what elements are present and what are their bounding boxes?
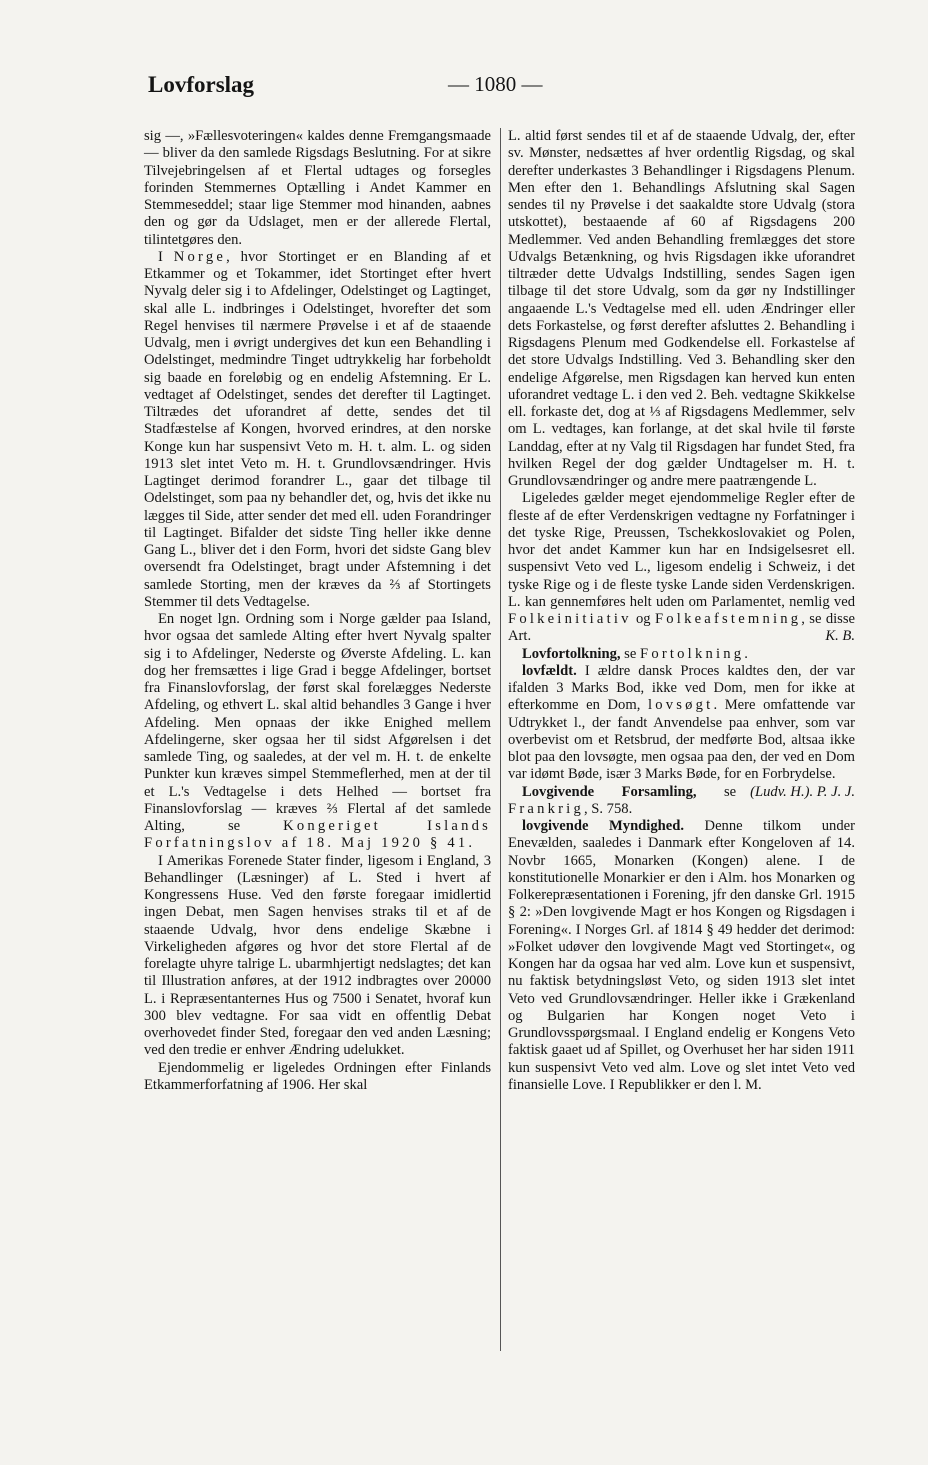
cross-reference: Frankrig (508, 800, 584, 817)
paragraph (144, 128, 491, 249)
entry-lovfortolkning (508, 646, 855, 663)
left-column (144, 128, 491, 1094)
headword: lovfældt. (522, 662, 577, 679)
text: . Mere omfattende var Udtrykket l., der fandt Anvendelse paa enhver, som var overbevist om et Retsbrud, der medførte Bod, altsaa ikke blot paa den lovsøgte, men ogsaa paa den, der ved en Dom var idømt Bøde, især 3 Marks Bøde, for en Forbrydelse. (508, 697, 855, 783)
running-title: Lovforslag (148, 72, 255, 97)
text: Denne tilkom under Enevælden, saaledes i Danmark efter Kongeloven af 14. Novbr 1665, Monarken (Kongen) alene. I de konstitutionelle Monarkier er den i Alm. hos Monarken og Folkerepræsentationen i Forening, jfr den danske Grl. 1915 § 2: »Den lovgivende Magt er hos Kongen og Rigsdagen i Forening«. I Norges Grl. af 1814 § 49 hedder det derimod: »Folket udøver den lovgivende Magt ved Stortinget«, og Kongen har da ogsaa har ved alm. Love kun et suspensivt, nu faktisk betydningsløst Veto, og siden 1913 slet intet Veto ved Grundlovsændringer. Heller ikke i Grækenland og Bulgarien har Kongen noget Veto i Grundlovsspørgsmaal. I England endelig er Kongens Veto faktisk gaaet ud af Spillet, og Overhuset her har siden 1911 kun suspensivt Veto ved alm. Love og slet intet Veto ved finansielle Love. I Republikker er den l. M. (508, 818, 855, 1093)
spaced-term: Norge (173, 248, 227, 265)
paragraph (508, 128, 855, 490)
text: , hvor Stortinget er en Blanding af et Etkammer og et Tokammer, idet Stortinget efter hvert Nyvalg deler sig i to Afdelinger, Odelstinget og Lagtinget, skal alle L. indbringes i Odelstinget, hvorefter det som Regel henvises til nærmere Prøvelse i et af de staaende Udvalg, men i øvrigt undergives det kun een Behandling i Odelstinget, medmindre Tinget udtrykkelig har forbeholdt sig baade en foreløbig og en endelig Afstemning. Er L. vedtaget af Odelstinget, sendes det derefter til Lagtinget. Tiltrædes det uforandret af dette, sendes det til Stadfæstelse af Kongen, hvorved erindres, at den norske Konge kun har suspensivt Veto m. H. t. alm. L. og siden 1913 slet intet Veto m. H. t. Grundlovsændringer. Hvis Lagtinget derimod forandrer L., gaar det tilbage til Odelstinget, som paa ny behandler det, og, hvis det ikke nu lægges til Side, atter sender det med ell. uden Forandringer til Lagtinget. Bifalder det sidste Ting heller ikke denne Gang L., bliver det i den Form, hvori det sidste Gang blev oversendt fra Odelstinget, bragt under Afstemning i det samlede Storting, men der kræves da ⅔ af Stortingets Stemmer til dets Vedtagelse. (144, 248, 491, 610)
text: se (620, 645, 640, 662)
text: I Amerikas Forenede Stater finder, ligesom i England, 3 Behandlinger (Læsninger) af L. Sted i hvert af Kongressens Huse. Ved den første foregaar imidlertid ingen Debat, men Sagen henvises straks til et af de staaende Udvalg, hvor dens endelige Skæbne i Virkeligheden afgøres og hvor det store Flertal af de forelagte uhyre talrige L. ubarmhjertigt nedslagtes; det kan til Illustration anføres, at der 1912 indbragtes over 20000 L. i Repræsentanternes Hus og 7500 i Senatet, hvoraf kun 300 blev vedtagne. For saa vidt en offentlig Debat overhovedet finder Sted, foregaar den ved anden Læsning; ved den tredie er enhver Ændring udelukket. (144, 852, 491, 1059)
text: . (468, 835, 473, 852)
text: , se disse Art. (508, 611, 856, 645)
paragraph (144, 611, 491, 853)
text: En noget lgn. Ordning som i Norge gælder paa Island, hvor ogsaa det samlede Alting efter hvert Nyvalg spalter sig i to Afdelinger, Nederste og Øverste Afdeling. L. kan dog her fremsættes i lige Grad i begge Afdelinger, bortset fra Finanslovforslag, der først skal forelægges Nederste Afdeling, og ethvert L. skal altid behandles 3 Gange i hver Afdeling. Men opnaas der ikke Enighed mellem Afdelingerne, sker ogsaa her til sidst Afgørelsen i det samlede Ting, og saaledes, at der vel m. H. t. de enkelte Punkter kun kræves simpel Stemmeflerhed, men at der til et L.'s Vedtagelse i dets Helhed — bortset fra Finanslovforslag — kræves ⅔ Flertal af det samlede Alting, se (144, 611, 491, 834)
spaced-term: Folkeafstemning (654, 611, 802, 627)
paragraph (144, 1060, 491, 1095)
spaced-term: Folkeinitiativ (508, 611, 632, 627)
text: Ejendommelig er ligeledes Ordningen efter Finlands Etkammerforfatning af 1906. Her skal (144, 1059, 491, 1093)
paragraph (144, 853, 491, 1060)
text: og (631, 611, 655, 627)
text: L. altid først sendes til et af de staaende Udvalg, der, efter sv. Mønster, nedsættes af hver ordentlig Rigsdag, og skal derefter underkastes 3 Behandlinger i Rigsdagens Plenum. Men efter den 1. Behandlings Afslutning skal Sagen sendes til ny Prøvelse i det saakaldte store Udvalg (stora utskottet), bestaaende af 60 af Rigsdagens 200 Medlemmer. Ved anden Behandling fremlægges det store Udvalgs Betænkning, og hvis Rigsdagen ikke uforandret tiltræder dette Udvalgs Indstilling, sendes Sagen igen tilbage til det store Udvalg, som da gør ny Indstillinger angaaende L.'s Vedtagelse med ell. uden Ændringer eller dets Forkastelse, og først derefter afsluttes 2. Behandling i Rigsdagens Plenum med Godkendelse ell. Forkastelse af det store Udvalgs Indstilling. Ved 3. Behandling sker den endelige Afgørelse, men Rigsdagen kan herved kun enten uforandret vedtage L. i den ved 2. Beh. vedtagne Skikkelse ell. forkaste det, dog at ⅓ af Rigsdagens Medlemmer, selv om L. vedtages, kan forlange, at det skal hvile til første Landdag, efter at ny Valg til Rigsdagen har fundet Sted, fra hvilken Regel der dog gælder Undtagelser m. H. t. Grundlovsændringer og andre mere paatrængende L. (508, 128, 855, 489)
cross-reference: Fortolkning (640, 645, 745, 662)
text: , S. 758. (583, 800, 633, 817)
paragraph (144, 249, 491, 611)
headword: Lovgivende Forsamling, (522, 783, 697, 800)
text: Ligeledes gælder meget ejendommelige Regler efter de fleste af de efter Verdenskrigen vedtagne ny Forfatninger i det tyske Rige, Preussen, Tschekkoslovakiet og Polen, hvor det andet Kammer kun har en Indsigelsesret ell. suspensivt Veto ved L., ligesom endelig i Schweiz, i det tyske Rige og i de fleste tyske Lande siden Verdenskrigen. L. kan gennemføres helt uden om Parlamentet, nemlig ved (508, 490, 855, 610)
author-signature: (Ludv. H.). P. J. J. (750, 783, 855, 800)
text: I ældre dansk Proces kaldtes den, der var ifalden 3 Marks Bod, ikke ved Dom, men for ikke at efterkomme en Dom, (508, 662, 855, 714)
spaced-term: lovsøgt (647, 697, 714, 714)
page-number: — 1080 — (448, 72, 543, 96)
paragraph (508, 490, 855, 645)
spaced-reference: Kongeriget Islands Forfatningslov af 18. Maj 1920 § 41 (144, 818, 491, 852)
text: se (696, 783, 737, 800)
text: . (744, 645, 748, 662)
text: sig —, »Fællesvoteringen« kaldes denne Fremgangsmaade — bliver da den samlede Rigsdags Beslutning. For at sikre Tilvejebringelsen af et Flertal udtages og forsegles forinden Stemmernes Optælling i Andet Kammer en Stemmeseddel; staar lige Stemmer mod hinanden, aabnes den og gør da Udslaget, men er der allerede Flertal, tilintetgøres den. (144, 128, 491, 248)
entry-lovgivende-myndighed (508, 818, 855, 1094)
column-divider (500, 128, 501, 1351)
headword: Lovfortolkning, (522, 645, 621, 662)
text: I (158, 248, 174, 265)
author-signature: K. B. (825, 628, 855, 645)
right-column (508, 128, 855, 1094)
headword: lovgivende Myndighed. (522, 818, 685, 834)
running-header (148, 72, 800, 106)
